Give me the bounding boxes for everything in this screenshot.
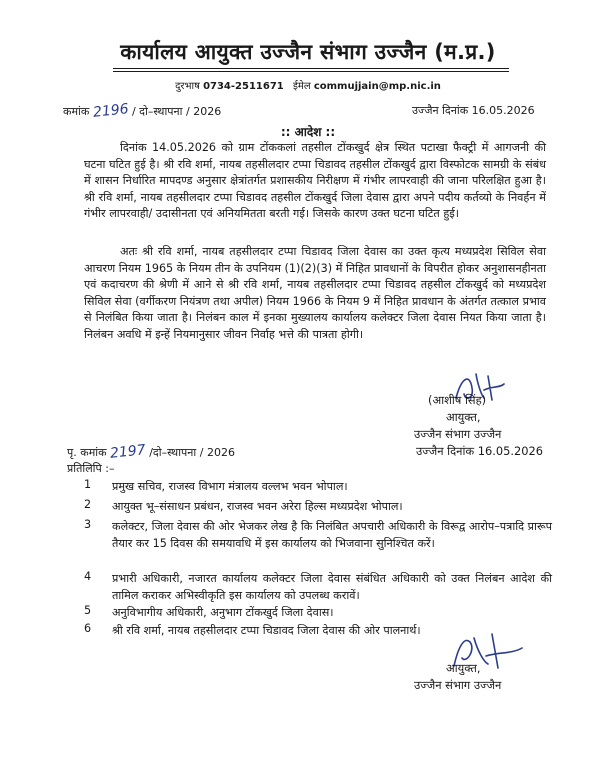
order-ref-handwritten: 2196	[92, 101, 130, 121]
order-reference	[63, 103, 221, 119]
endorsement-ref-suffix: /दो–स्थापना / 2026	[149, 446, 235, 459]
heading-rule-bottom	[113, 71, 509, 72]
email-label: ईमेल	[292, 81, 311, 92]
endorsement-signatory-office: उज्जैन संभाग उज्जैन	[414, 678, 502, 692]
phone-number: 0734-2511671	[203, 81, 284, 92]
heading-rule-top	[113, 68, 509, 69]
copy-label: प्रतिलिपि :–	[67, 462, 115, 475]
phone-label: दुरभाष	[175, 81, 200, 92]
list-item-number: 4	[84, 570, 92, 583]
order-paragraph-2: अतः श्री रवि शर्मा, नायब तहसीलदार टप्पा चिडावद जिला देवास का उक्त कृत्य मध्यप्रदेश सिविल सेवा आचरण नियम 1965 के नियम तीन के उपनियम (1)(2)(3) में निहित प्रावधानों के विपरीत होकर अनुशासनहीनता एवं कदाचरण की श्रेणी में आने से श्री रवि शर्मा, नायब तहसीलदार टप्पा चिडावद तहसील टोंकखुर्द को मध्यप्रदेश सिविल सेवा (वर्गीकरण नियंत्रण तथा अपील) नियम 1966 के नियम 9 में निहित प्रावधान के अंतर्गत तत्काल प्रभाव से निलंबित किया जाता है। निलंबन काल में इनका मुख्यालय कार्यालय कलेक्टर जिला देवास नियत किया जाता है। निलंबन अवधि में इन्हें नियमानुसार जीवन निर्वाह भत्ते की पात्रता होगी।	[84, 245, 546, 341]
order-ref-suffix: / दो–स्थापना / 2026	[131, 105, 222, 118]
list-item-number: 5	[84, 604, 92, 617]
signatory-name: (आशीष सिंह)	[428, 393, 487, 407]
endorsement-signatory-designation: आयुक्त,	[446, 661, 481, 675]
contact-line	[0, 78, 616, 92]
endorsement-ref-prefix: पृ. कमांक	[67, 446, 107, 459]
order-ref-prefix: कमांक	[63, 105, 90, 118]
list-item-text: प्रभारी अधिकारी, नजारत कार्यालय कलेक्टर जिला देवास संबंधित अधिकारी को उक्त निलंबन आदेश की तामिल कराकर अभिस्वीकृति इस कार्यालय को उपलब्ध करावें।	[112, 572, 552, 602]
list-item-number: 1	[84, 478, 92, 491]
list-item-number: 3	[84, 518, 92, 531]
order-place-date: उज्जैन दिनांक 16.05.2026	[412, 104, 535, 117]
list-item-text: श्री रवि शर्मा, नायब तहसीलदार टप्पा चिडावद जिला देवास की ओर पालनार्थ।	[112, 624, 421, 637]
endorsement-reference	[67, 444, 235, 460]
email-address: commujjain@mp.nic.in	[313, 81, 441, 92]
order-title: :: आदेश ::	[280, 125, 336, 139]
list-item-text: अनुविभागीय अधिकारी, अनुभाग टोंकखुर्द जिला देवास।	[112, 606, 334, 619]
list-item-number: 2	[84, 498, 92, 511]
endorsement-ref-handwritten: 2197	[109, 442, 147, 462]
list-item-text: प्रमुख सचिव, राजस्व विभाग मंत्रालय वल्लभ भवन भोपाल।	[112, 480, 348, 493]
signatory-place-date: उज्जैन दिनांक 16.05.2026	[416, 444, 544, 458]
list-item-text: आयुक्त भू–संसाधन प्रबंधन, राजस्व भवन अरेरा हिल्स मध्यप्रदेश भोपाल।	[112, 500, 403, 513]
order-paragraph-1: दिनांक 14.05.2026 को ग्राम टोंककलां तहसील टोंकखुर्द क्षेत्र स्थित पटाखा फैक्ट्री में आगजनी की घटना घटित हुई है। श्री रवि शर्मा, नायब तहसीलदार टप्पा चिडावद तहसील टोंकखुर्द द्वारा विस्फोटक सामग्री के संबंध में शासन निर्धारित मापदण्ड अनुसार क्षेत्रांतर्गत प्रशासकीय निरीक्षण में गंभीर लापरवाही की जाना परिलक्षित हुआ है। श्री रवि शर्मा, नायब तहसीलदार टप्पा चिडावद तहसील टोंकखुर्द जिला देवास द्वारा अपने पदीय कर्तव्यो के निवर्हन में गंभीर लापरवाही/ उदासीनता एवं अनियमितता बरती गई। जिसके कारण उक्त घटना घटित हुई।	[84, 141, 546, 220]
list-item-text: कलेक्टर, जिला देवास की ओर भेजकर लेख है कि निलंबित अपचारी अधिकारी के विरूद्व आरोप–पत्रादि प्रारूप तैयार कर 15 दिवस की समयावधि में इस कार्यालय को भिजवाना सुनिश्चित करें।	[112, 520, 552, 550]
signatory-office: उज्जैन संभाग उज्जैन	[414, 427, 502, 441]
office-heading: कार्यालय आयुक्त उज्जैन संभाग उज्जैन (म.प्र.)	[120, 40, 496, 64]
signatory-designation: आयुक्त,	[446, 410, 481, 424]
list-item-number: 6	[84, 622, 92, 635]
